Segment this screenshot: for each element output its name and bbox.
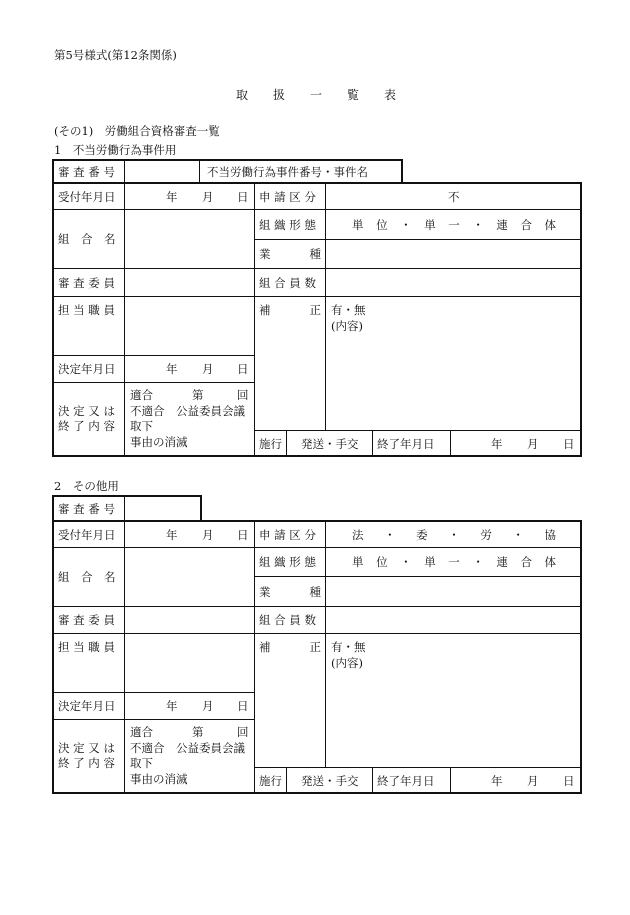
s1-shuryo-tsuki: 月 — [527, 437, 539, 451]
s1-hi: 日 — [237, 190, 249, 204]
subtitle: (その1) 労働組合資格審査一覧 — [54, 124, 220, 138]
s1-nen: 年 — [166, 190, 178, 204]
s1-uketsuke-label: 受付年月日 — [58, 190, 116, 204]
s2-dai: 第 — [192, 725, 204, 739]
s2-soshiki-keitai-label: 組 織 形 態 — [259, 555, 316, 569]
s2-shometsu: 事由の消滅 — [130, 772, 188, 786]
s1-hosei-label: 補 正 — [259, 303, 321, 317]
s2-nen: 年 — [166, 528, 178, 542]
s1-kettei-nen: 年 — [166, 362, 178, 376]
s1-futekigo: 不適合 公益委員会議 — [130, 404, 245, 418]
s1-shometsu: 事由の消滅 — [130, 435, 188, 449]
s2-torisage: 取下 — [130, 756, 153, 770]
s2-naiyo: (内容) — [331, 656, 363, 670]
s2-shuryo-tsuki: 月 — [527, 774, 539, 788]
s2-kai: 回 — [237, 725, 249, 739]
s2-kettei-label: 決定年月日 — [58, 699, 116, 713]
s2-shinsei-kubun-label: 申 請 区 分 — [259, 528, 316, 542]
s1-dai: 第 — [192, 388, 204, 402]
s2-kettei-tsuki: 月 — [202, 699, 214, 713]
s1-kumiai-mei-label: 組 合 名 — [58, 232, 116, 246]
s1-shuryo-nen: 年 — [491, 437, 503, 451]
s1-shuryo-hi: 日 — [563, 437, 575, 451]
s1-tanto-shokuin-label: 担 当 職 員 — [58, 303, 115, 317]
s1-tsuki: 月 — [202, 190, 214, 204]
s1-naiyo: (内容) — [331, 319, 363, 333]
s1-gyoshu-label: 業 種 — [259, 247, 321, 261]
s1-shinsei-kubun-label: 申 請 区 分 — [259, 190, 316, 204]
s2-hasso: 発送・手交 — [301, 774, 359, 788]
s2-shuryo-label-1: 決 定 又 は — [58, 741, 115, 755]
title-char: 取 — [236, 88, 249, 102]
s1-shinsei-value: 不 — [448, 190, 460, 204]
s1-kettei-hi: 日 — [237, 362, 249, 376]
s2-tanto-shokuin-label: 担 当 職 員 — [58, 640, 115, 654]
s1-case-label: 不当労働行為事件番号・事件名 — [207, 165, 368, 179]
s2-shuryo-nen: 年 — [491, 774, 503, 788]
s1-tekigo: 適合 — [130, 388, 153, 402]
s2-kettei-nen: 年 — [166, 699, 178, 713]
s2-shinsa-iin-label: 審 査 委 員 — [58, 613, 115, 627]
s1-shuryo-label-1: 決 定 又 は — [58, 404, 115, 418]
s2-shiko: 施行 — [259, 774, 282, 788]
s2-gyoshu-label: 業 種 — [259, 585, 321, 599]
s2-futekigo: 不適合 公益委員会議 — [130, 741, 245, 755]
s2-tekigo: 適合 — [130, 725, 153, 739]
s2-kubun-options: 法 ・ 委 ・ 労 ・ 協 — [352, 528, 556, 542]
section1-heading: 1 不当労働行為事件用 — [54, 143, 177, 157]
s1-kumiai-insu-label: 組 合 員 数 — [259, 276, 316, 290]
s1-hasso: 発送・手交 — [301, 437, 359, 451]
s2-umu: 有・無 — [331, 640, 366, 654]
s1-shuryo-label-2: 終 了 内 容 — [58, 419, 115, 433]
s1-shuryo-date-label: 終了年月日 — [377, 437, 435, 451]
s2-hosei-label: 補 正 — [259, 640, 321, 654]
s2-shuryo-date-label: 終了年月日 — [377, 774, 435, 788]
s1-soshiki-keitai-label: 組 織 形 態 — [259, 218, 316, 232]
s1-shiko: 施行 — [259, 437, 282, 451]
s2-kettei-hi: 日 — [237, 699, 249, 713]
s2-hi: 日 — [237, 528, 249, 542]
s2-shuryo-label-2: 終 了 内 容 — [58, 756, 115, 770]
s2-tsuki: 月 — [202, 528, 214, 542]
title-char: 一 — [309, 88, 322, 102]
title-char: 扱 — [272, 88, 285, 102]
title-char: 覧 — [346, 88, 359, 102]
s1-kettei-label: 決定年月日 — [58, 362, 116, 376]
s2-keitai-options: 単 位 ・ 単 一 ・ 連 合 体 — [352, 555, 556, 569]
s1-kettei-tsuki: 月 — [202, 362, 214, 376]
s2-kumiai-mei-label: 組 合 名 — [58, 570, 116, 584]
s1-kai: 回 — [237, 388, 249, 402]
page-title — [236, 86, 396, 103]
s2-kumiai-insu-label: 組 合 員 数 — [259, 613, 316, 627]
s2-shuryo-hi: 日 — [563, 774, 575, 788]
s2-uketsuke-label: 受付年月日 — [58, 528, 116, 542]
s1-keitai-options: 単 位 ・ 単 一 ・ 連 合 体 — [352, 218, 556, 232]
s1-torisage: 取下 — [130, 419, 153, 433]
form-number: 第5号様式(第12条関係) — [54, 48, 177, 62]
title-char: 表 — [383, 88, 396, 102]
s1-shinsa-iin-label: 審 査 委 員 — [58, 276, 115, 290]
section2-heading: 2 その他用 — [54, 479, 119, 493]
s1-shinsa-bango-label: 審 査 番 号 — [58, 165, 115, 179]
s2-shinsa-bango-label: 審 査 番 号 — [58, 502, 115, 516]
s1-umu: 有・無 — [331, 303, 366, 317]
